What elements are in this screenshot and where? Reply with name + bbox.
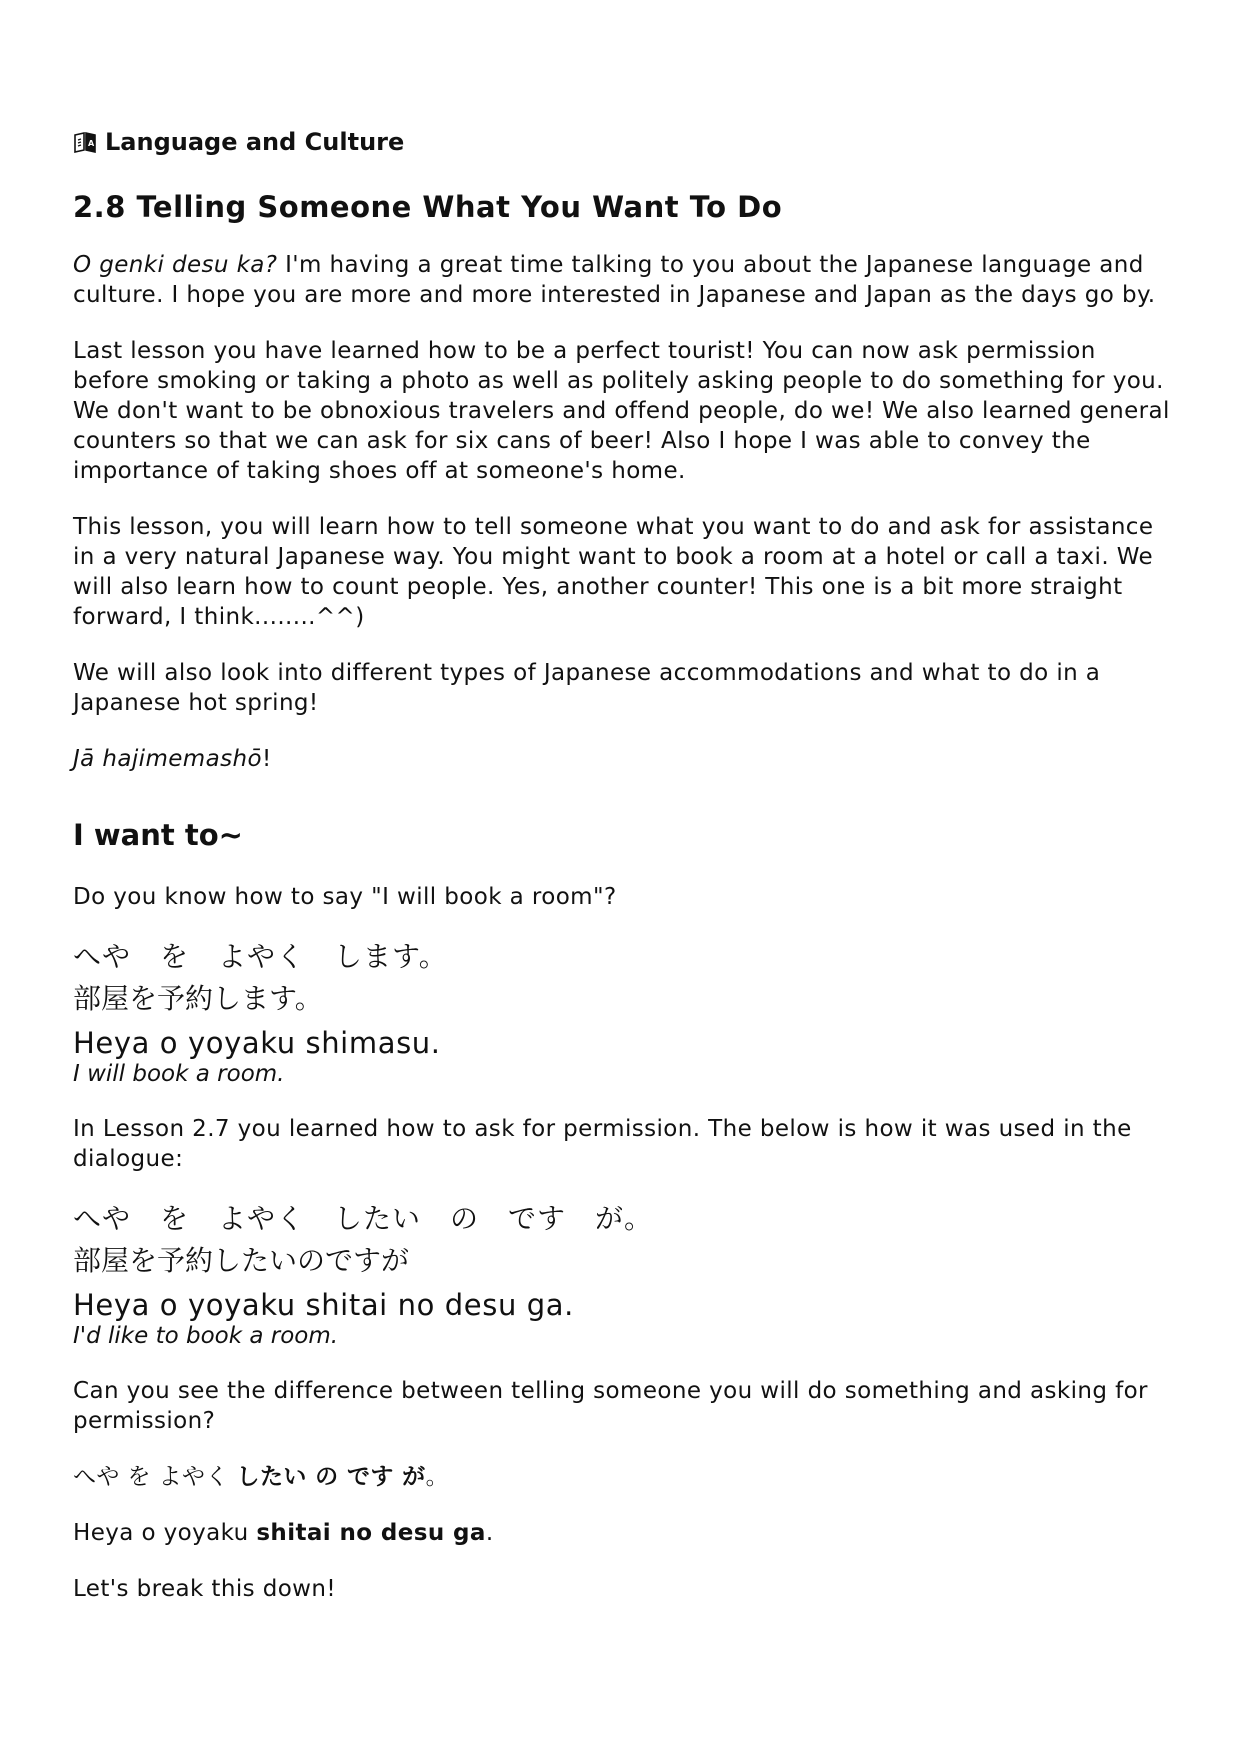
example-1-english: I will book a room. — [73, 1061, 285, 1087]
example-2 — [73, 1200, 1173, 1350]
lesson-reference-paragraph: In Lesson 2.7 you learned how to ask for permission. The below is how it was used in the dialogue: — [73, 1116, 1132, 1172]
lets-begin-italic: Jā hajimemashō — [73, 746, 262, 772]
intro-paragraph-1 — [73, 250, 1173, 310]
breakdown-kana-bold: したい の です が — [236, 1464, 426, 1490]
section-heading-want-to: I want to~ — [73, 818, 243, 852]
document-page — [73, 128, 1173, 1630]
svg-text:A: A — [88, 139, 95, 148]
intro-paragraph-4: We will also look into different types of Japanese accommodations and what to do in a Japanese hot spring! — [73, 660, 1101, 716]
intro-paragraph-5 — [73, 744, 1173, 774]
closing-paragraph: Let's break this down! — [73, 1576, 336, 1602]
breakdown-romaji-end: . — [485, 1520, 494, 1546]
example-2-romaji: Heya o yoyaku shitai no desu ga. — [73, 1288, 574, 1322]
lesson-title: 2.8 Telling Someone What You Want To Do — [73, 190, 783, 224]
intro-paragraph-2: Last lesson you have learned how to be a perfect tourist! You can now ask permission before smoking or taking a photo as well as politely asking people to do something for you. We don't want to be obnoxious travelers and offend people, do we! We also learned general counters so that we can ask for six cans of beer! Also I hope I was able to convey the importance of taking shoes off at someone's home. — [73, 338, 1170, 484]
intro-paragraph-3: This lesson, you will learn how to tell someone what you want to do and ask for assistance in a very natural Japanese way. You might want to book a room at a hotel or call a taxi. We will also learn how to count people. Yes, another counter! This one is a bit more straight forward, I think........^^) — [73, 514, 1154, 630]
example-2-kana: へや を よやく したい の です が。 — [73, 1202, 654, 1235]
section-label-text: Language and Culture — [105, 128, 405, 156]
example-1-kanji: 部屋を予約します。 — [73, 982, 323, 1015]
book-icon — [73, 130, 97, 154]
example-2-english: I'd like to book a room. — [73, 1323, 339, 1349]
breakdown-kana — [73, 1462, 1173, 1492]
example-1-romaji: Heya o yoyaku shimasu. — [73, 1026, 441, 1060]
breakdown-kana-plain: へや を よやく — [73, 1464, 237, 1490]
section-label — [73, 128, 1173, 156]
example-1 — [73, 938, 1173, 1088]
difference-question: Can you see the difference between telling someone you will do something and asking for permission? — [73, 1378, 1148, 1434]
breakdown-romaji-plain: Heya o yoyaku — [73, 1520, 257, 1546]
breakdown-kana-end: 。 — [425, 1464, 449, 1490]
breakdown-romaji-bold: shitai no desu ga — [256, 1520, 486, 1546]
question-paragraph: Do you know how to say "I will book a room"? — [73, 884, 617, 910]
example-2-kanji: 部屋を予約したいのですが — [73, 1244, 410, 1277]
intro-paragraph-1-text: I'm having a great time talking to you about the Japanese language and culture. I hope you are more and more interested in Japanese and Japan as the days go by. — [73, 252, 1156, 308]
lets-begin-end: ! — [261, 746, 272, 772]
breakdown-romaji — [73, 1518, 1173, 1548]
example-1-kana: へや を よやく します。 — [73, 940, 448, 973]
greeting-italic: O genki desu ka? — [73, 252, 278, 278]
